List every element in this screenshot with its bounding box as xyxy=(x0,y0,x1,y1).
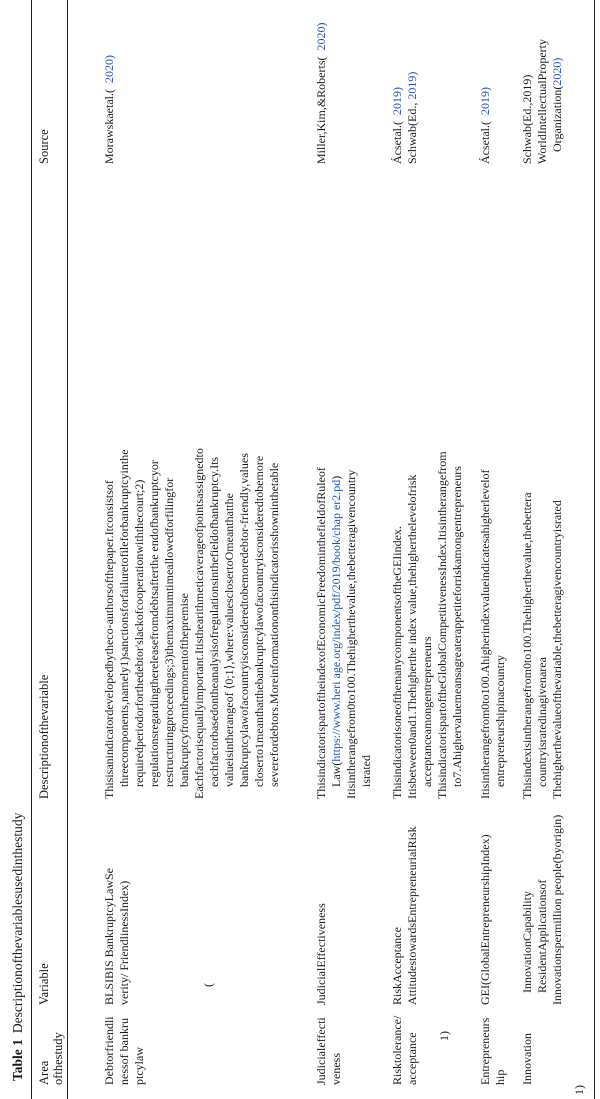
row-innovation-area: Innovation xyxy=(520,1033,534,1085)
source-entry xyxy=(550,4,565,164)
desc-line: eachfactorbasedontheanalysisofregulationsinthefieldofbankruptcy.Its xyxy=(207,456,221,787)
range-rest: ,where:valuesclosertoOmeanthatthe xyxy=(222,493,236,665)
row-innovation-variables xyxy=(520,805,565,1005)
desc-line: acceptanceamongentrepreneurs xyxy=(420,636,434,787)
header-source: Source xyxy=(37,129,51,164)
row-judicial-variable: JudicialEffectiveness xyxy=(314,903,328,1005)
row-debtor-description xyxy=(102,179,282,799)
source-name: Organization( xyxy=(550,85,564,152)
desc-line: entrepreneurshipinacountry xyxy=(493,655,507,787)
row-risk-area: Risktolerance/ acceptance xyxy=(390,1015,419,1085)
desc-line-range xyxy=(222,179,237,799)
desc-line: Itisintherangefrom0to100.Thehigherthevalue,thebetteragivencountry xyxy=(344,469,358,799)
header-variable: Variable xyxy=(37,963,51,1005)
desc-line: Itisbetween0and1.Thehigherthe index value,thehigherthelevelofrisk xyxy=(405,474,419,799)
table-caption xyxy=(10,813,26,1081)
variable-name: ResidentApplicationsof xyxy=(535,879,549,993)
range-symbol: ⟨0;1⟩ xyxy=(222,664,236,690)
desc-text: ) xyxy=(329,475,343,480)
desc-line: threecomponents,namely1)sanctionsforfailuretofileforbankruptcyinthe xyxy=(117,449,131,787)
desc-line: ThisindicatorispartoftheGlobalCompetitivenessIndex.Itisintherangefrom xyxy=(435,451,449,799)
row-judicial-area: Judicialeffectiveness xyxy=(314,1017,343,1085)
bottom-rule xyxy=(594,0,595,1099)
row-entrepreneurship-description xyxy=(478,179,508,799)
desc-line: bankruptcylawofacountryisconsideredtobemoredebtor-friendly,values xyxy=(237,453,251,787)
variable-name: Innovationspermillion people(byorigin) xyxy=(550,814,564,1005)
row-judicial-description xyxy=(314,179,374,799)
row-risk-source xyxy=(390,4,420,164)
desc-line: ThisindicatorisoneofthemanycomponentsoftheGEIindex. xyxy=(390,526,404,799)
desc-line: countryisratedinagivenarea xyxy=(535,657,549,787)
variable-name: AttitudestowardsEntrepreneurialRisk xyxy=(405,826,419,1005)
row-debtor-area: Debtorfriendlinessof bankruptcylaw xyxy=(102,1016,146,1085)
source-year-link[interactable]: 2020) xyxy=(102,55,116,84)
row-risk-description xyxy=(390,179,465,799)
source-name: Morawskaetal.( xyxy=(102,89,116,164)
row-debtor-variable: BLSIBIS BankruptcyLawSeverity/ FriendlinessIndex) xyxy=(102,868,131,1005)
desc-line: Thisindexisintherangefrom0to100.Thehigherthevalue,thebettera xyxy=(520,492,534,799)
row-entrepreneurship-source xyxy=(478,4,493,164)
desc-line: Thisisanindicatordevelopedbytheco-authorsofthepaper.Itconsistsof xyxy=(102,480,116,799)
source-entry: Schwab(Ed.,2019) xyxy=(520,74,534,164)
variable-name: RiskAcceptance xyxy=(390,927,404,1005)
row-risk-marker: 1) xyxy=(437,1031,451,1041)
table-title: Descriptionofthevariablesusedinthestudy xyxy=(10,812,25,1034)
desc-line: ThisindicatorispartoftheindexofEconomicFreedominthefieldofRuleof xyxy=(314,467,328,799)
header-description: Descriptionofthevariable xyxy=(37,674,51,799)
desc-line: severefordebtors.Moreinformationonthisindicatorisshowninthetable xyxy=(267,462,281,787)
source-entry xyxy=(390,4,405,164)
row-risk-variables xyxy=(390,815,420,1005)
desc-line: israted xyxy=(359,755,373,787)
desc-line: Eachfactorisequallyimportant.Itisthearithmeticaverageofpointsassignedto xyxy=(192,448,206,799)
row-entrepreneurship-variable: GEI(GlobalEntrepreneurshipIndex) xyxy=(478,834,492,1005)
source-year-link[interactable]: 2020) xyxy=(550,57,564,86)
top-rule xyxy=(31,0,32,1099)
desc-line: bankruptcyfromthemomentofthepremise xyxy=(177,593,191,787)
desc-line: closerto1meanthatthebankruptcylawofacountryisconsideredtobemore xyxy=(252,455,266,787)
desc-line: regulationsregardingthereleasefromdebtsafterthe endofbankruptcyor xyxy=(147,460,161,787)
desc-line-link xyxy=(329,179,344,799)
row-judicial-source xyxy=(314,4,329,164)
desc-line: to7.Ahighervaluemeansagreaterappetiteforriskamongentrepreneurs xyxy=(450,466,464,787)
table-label: Table 1 xyxy=(10,1039,25,1081)
row-innovation-marker: 1) xyxy=(572,1085,586,1095)
heritage-link[interactable]: https://www.heri age.org/index/pdf/2019/book/chap er2.pd xyxy=(329,479,343,762)
row-innovation-description xyxy=(520,179,565,799)
source-entry xyxy=(405,4,420,164)
desc-line: requiredperiodorforthedebtor'slackofcooperationwiththecourt;2) xyxy=(132,479,146,787)
source-year-link[interactable]: 2019) xyxy=(390,87,404,116)
row-entrepreneurship-area: Entrepreneurship xyxy=(478,1017,507,1085)
source-year-link[interactable]: 2019) xyxy=(478,87,492,116)
source-year-link[interactable]: 2020) xyxy=(314,22,328,51)
source-year-link[interactable]: 2019) xyxy=(405,71,419,100)
source-name: Schwab(Ed., xyxy=(405,102,419,164)
desc-line: Thehigherthevalueofthevariable,thebetteragivencountryisrated xyxy=(550,500,564,799)
row-innovation-source xyxy=(520,4,565,164)
header-rule xyxy=(67,0,68,1099)
variable-name: InnovationCapability xyxy=(520,891,534,993)
header-area: Area ofthestudy xyxy=(37,1032,65,1085)
range-text: valueisintherangeof xyxy=(222,692,236,787)
desc-line: Itisintherangefrom0to100.Ahigherindexvalueindicatesahigherlevelof xyxy=(478,469,492,799)
source-entry: WorldIntellectualProperty xyxy=(535,39,549,164)
row-debtor-source xyxy=(102,4,117,164)
source-name: Miller,Kim,&Roberts( xyxy=(314,56,328,164)
desc-text: Law( xyxy=(329,761,343,787)
desc-line: restructuringproceedings;3)themaximumtimeallowedforfilingfor xyxy=(162,477,176,787)
source-name: Ácsetal.( xyxy=(478,121,492,164)
source-name: Ácsetal.( xyxy=(390,121,404,164)
row-debtor-marker: ( xyxy=(201,983,215,987)
